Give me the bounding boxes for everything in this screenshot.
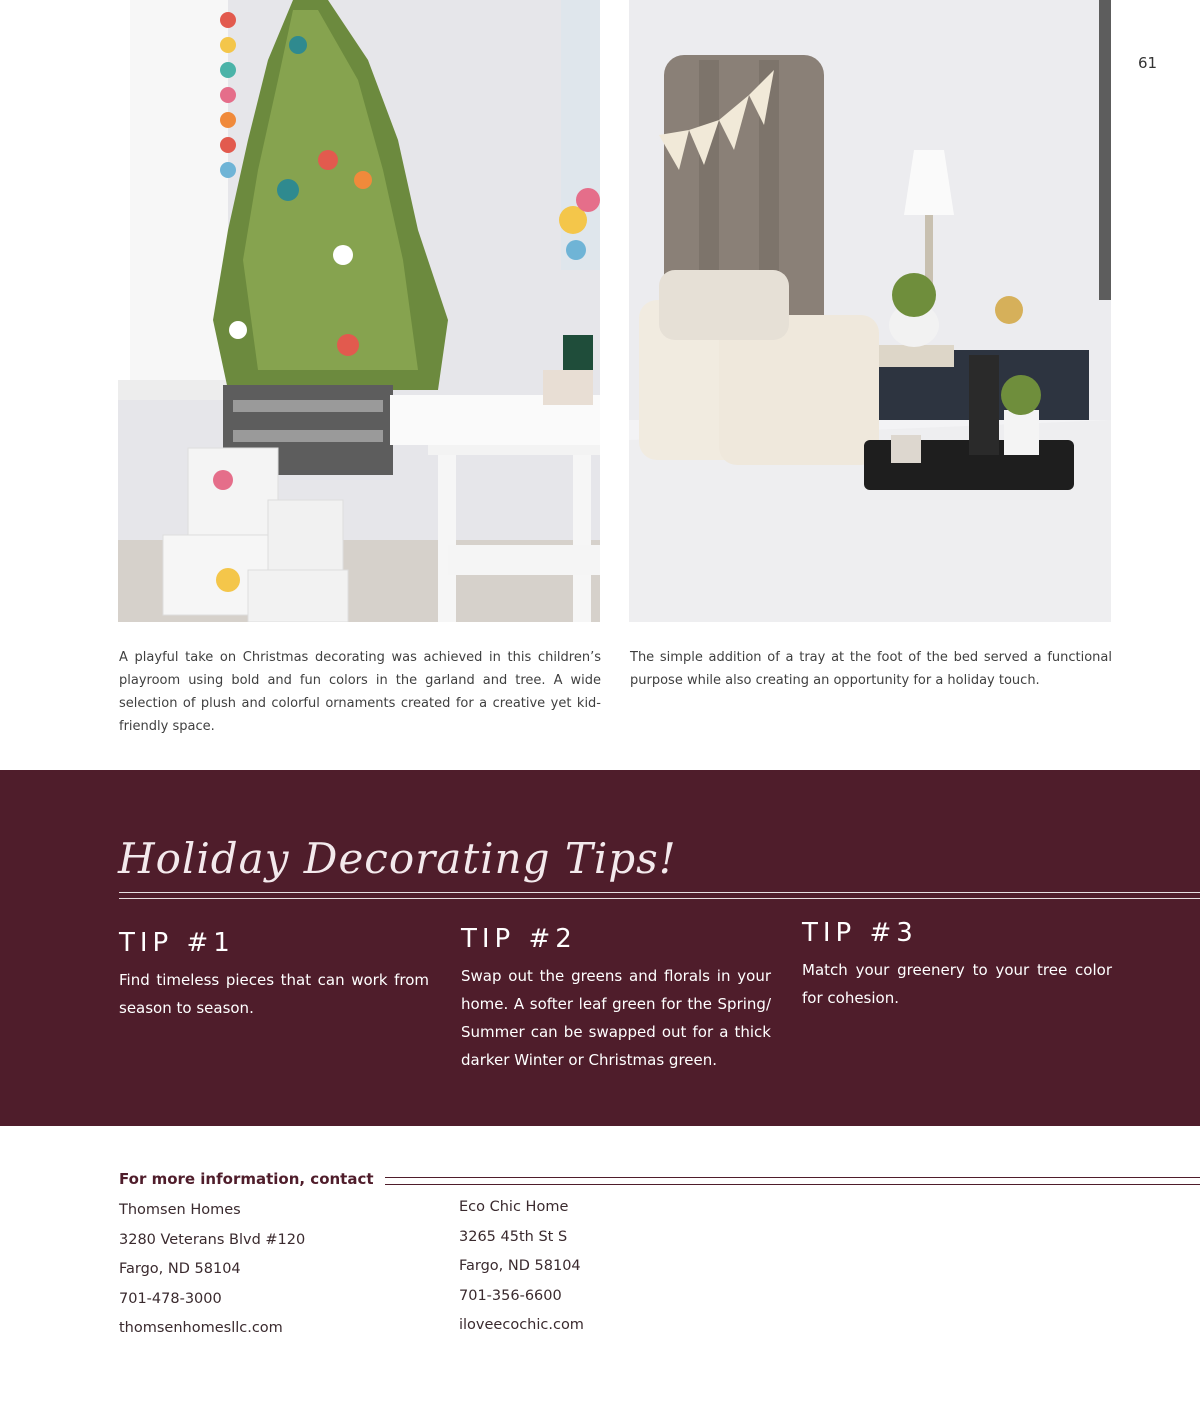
tip-1-text: Find timeless pieces that can work from season to season. (119, 971, 429, 1017)
contact-name: Thomsen Homes (119, 1202, 241, 1218)
tip-3-text: Match your greenery to your tree color for cohesion. (802, 961, 1112, 1007)
contact-address: 3265 45th St S (459, 1228, 568, 1245)
contact-heading: For more information, contact (119, 1170, 374, 1188)
contact-city: Fargo, ND 58104 (459, 1258, 581, 1274)
contact-city: Fargo, ND 58104 (119, 1261, 241, 1277)
bedroom-caption: The simple addition of a tray at the foot of the bed served a functional purpose while also creating an opportunity for a holiday touch. (630, 650, 1112, 688)
contact-website[interactable]: iloveecochic.com (459, 1317, 584, 1333)
contact-thomsen-homes (119, 1196, 305, 1344)
tip-2-text: Swap out the greens and florals in your home. A softer leaf green for the Spring/ Summer can be swapped out for a thick darker Winter or Christmas green. (461, 967, 771, 1069)
contact-phone[interactable]: 701-356-6600 (459, 1287, 562, 1304)
tip-2-label: TIP #2 (461, 924, 577, 954)
tip-3 (802, 918, 1112, 1012)
holiday-tips-section (0, 770, 1200, 1126)
bedroom-tray-photo (629, 0, 1111, 622)
playroom-christmas-tree-photo (118, 0, 600, 622)
contact-divider (385, 1177, 1200, 1185)
tips-title: Holiday Decorating Tips! (118, 834, 677, 883)
tip-2 (461, 924, 771, 1074)
playroom-caption: A playful take on Christmas decorating was achieved in this children’s playroom using bold and fun colors in the garland and tree. A wide selection of plush and colorful ornaments created for a creative yet kid-friendly space. (119, 650, 601, 734)
contact-address: 3280 Veterans Blvd #120 (119, 1231, 306, 1248)
contact-website[interactable]: thomsenhomesllc.com (119, 1320, 283, 1336)
tip-1 (119, 928, 429, 1022)
tip-3-label: TIP #3 (802, 918, 918, 948)
tips-divider (119, 892, 1200, 899)
page-number: 61 (1138, 54, 1158, 72)
contact-phone[interactable]: 701-478-3000 (119, 1290, 222, 1307)
contact-eco-chic-home (459, 1193, 584, 1341)
tip-1-label: TIP #1 (119, 928, 235, 958)
contact-name: Eco Chic Home (459, 1199, 569, 1215)
